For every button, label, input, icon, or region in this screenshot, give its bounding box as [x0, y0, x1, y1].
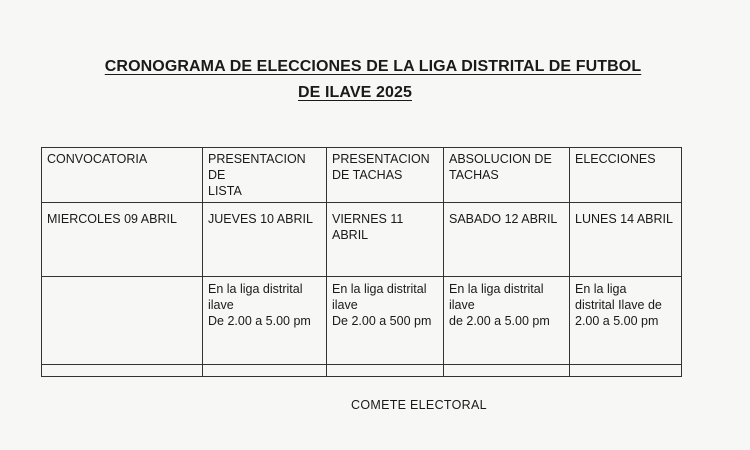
- table-row-dates: [42, 203, 682, 277]
- schedule-table: [41, 147, 682, 377]
- empty-cell: [444, 365, 570, 377]
- date-cell: JUEVES 10 ABRIL: [203, 203, 327, 277]
- empty-cell: [327, 365, 444, 377]
- place-cell: En la liga distrital ilave De 2.00 a 500 pm: [327, 277, 444, 365]
- date-cell: MIERCOLES 09 ABRIL: [42, 203, 203, 277]
- signature-footer: COMETE ELECTORAL: [351, 398, 487, 412]
- header-cell-presentacion-tachas: PRESENTACION DE TACHAS: [327, 148, 444, 203]
- empty-cell: [203, 365, 327, 377]
- header-cell-convocatoria: CONVOCATORIA: [42, 148, 203, 203]
- date-cell: LUNES 14 ABRIL: [570, 203, 682, 277]
- place-cell: En la liga distrital ilave de 2.00 a 5.00 pm: [444, 277, 570, 365]
- date-cell: SABADO 12 ABRIL: [444, 203, 570, 277]
- empty-cell: [42, 365, 203, 377]
- title-line-2: DE ILAVE 2025: [298, 84, 412, 101]
- table-row-headers: [42, 148, 682, 203]
- empty-cell: [570, 365, 682, 377]
- place-cell: En la liga distrital ilave De 2.00 a 5.00 pm: [203, 277, 327, 365]
- date-cell: VIERNES 11 ABRIL: [327, 203, 444, 277]
- header-cell-elecciones: ELECCIONES: [570, 148, 682, 203]
- place-cell: [42, 277, 203, 365]
- document-subtitle: [0, 84, 730, 102]
- table-row-places: [42, 277, 682, 365]
- document-title: [0, 58, 748, 76]
- place-cell: En la liga distrital Ilave de 2.00 a 5.00 pm: [570, 277, 682, 365]
- title-line-1: CRONOGRAMA DE ELECCIONES DE LA LIGA DISTRITAL DE FUTBOL: [104, 58, 642, 75]
- header-cell-absolucion-tachas: ABSOLUCION DE TACHAS: [444, 148, 570, 203]
- header-cell-presentacion-lista: PRESENTACION DE LISTA: [203, 148, 327, 203]
- table-row-empty: [42, 365, 682, 377]
